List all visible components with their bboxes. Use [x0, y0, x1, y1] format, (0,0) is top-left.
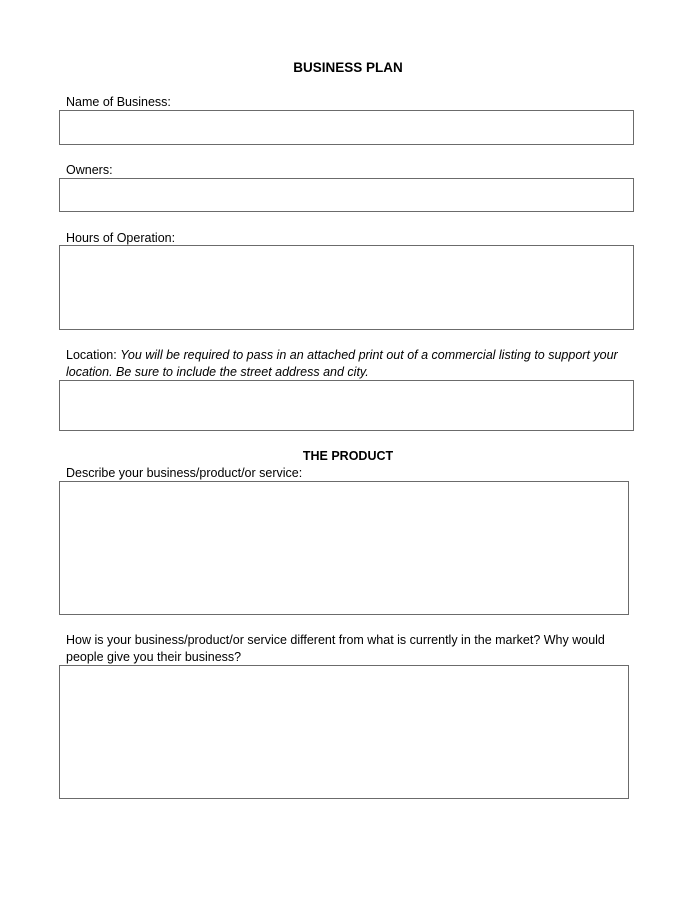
name-of-business-label: Name of Business:: [66, 95, 171, 109]
describe-business-field[interactable]: [59, 481, 629, 615]
name-of-business-field[interactable]: [59, 110, 634, 145]
owners-field[interactable]: [59, 178, 634, 212]
location-instruction-line2: location. Be sure to include the street address and city.: [66, 365, 369, 379]
difference-label-line1: How is your business/product/or service different from what is currently in the market? Why would: [66, 633, 605, 647]
location-label-block: [66, 347, 632, 364]
describe-business-label: Describe your business/product/or service:: [66, 466, 303, 480]
location-field[interactable]: [59, 380, 634, 431]
location-instruction-line1: You will be required to pass in an attached print out of a commercial listing to support your: [120, 348, 618, 362]
difference-field[interactable]: [59, 665, 629, 799]
document-title: BUSINESS PLAN: [293, 60, 403, 75]
hours-of-operation-field[interactable]: [59, 245, 634, 330]
hours-of-operation-label: Hours of Operation:: [66, 231, 176, 245]
product-section-title: THE PRODUCT: [302, 449, 394, 463]
location-label: Location:: [66, 348, 117, 362]
difference-label-line2: people give you their business?: [66, 650, 242, 664]
owners-label: Owners:: [66, 163, 113, 177]
